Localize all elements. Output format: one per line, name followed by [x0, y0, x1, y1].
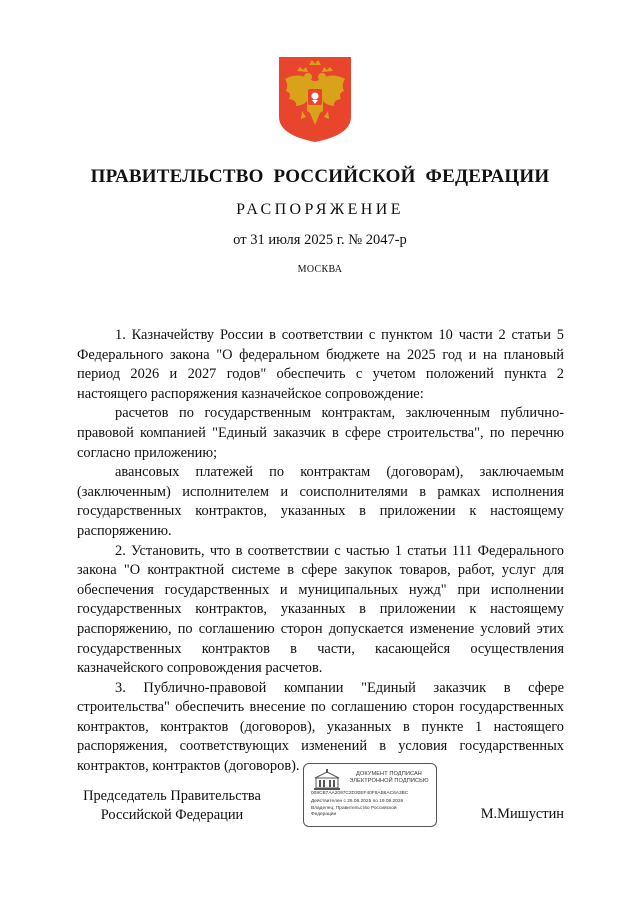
signer-position-line-2: Российской Федерации: [100, 807, 244, 823]
paragraph-1-item-2: авансовых платежей по контрактам (договорам), заключаемым (заключенным) исполнителем и соисполнителями в рамках исполнения государственных контрактов, указанных в приложении к настоящему распоряжению.: [77, 464, 564, 539]
stamp-validity: Действителен с 26.06.2025 по 19.09.2026: [311, 799, 404, 804]
stamp-certificate-number: 008CB7AA2097C2D30EF40F8AB6AC6A3BC: [311, 791, 409, 796]
stamp-owner-line-1: Владелец: Правительство Российской: [311, 806, 397, 811]
paragraph-3: 3. Публично-правовой компании "Единый заказчик в сфере строительства" обеспечить внесение по соглашению сторон государственных контрактов, контрактов (договоров), указанных в пункте 1 настоящего распоряжения, соответствующих изменений в условия государственных контрактов, контрактов (договоров).: [77, 679, 564, 775]
signer-name: М.Мишустин: [480, 806, 564, 822]
document-city: МОСКВА: [297, 264, 343, 275]
paragraph-2: 2. Установить, что в соответствии с частью 1 статьи 111 Федерального закона "О контрактной системе в сфере закупок товаров, работ, услуг для обеспечения государственных и муниципальных нужд" при исполнении государственных контрактов, указанных в приложении к настоящему распоряжению, по соглашению сторон допускается изменение условий этих государственных контрактов в части, касающейся осуществления казначейского сопровождения расчетов.: [77, 542, 564, 677]
paragraph-1: 1. Казначейству России в соответствии с пунктом 10 части 2 статьи 5 Федерального закона "О федеральном бюджете на 2025 год и на плановый период 2026 и 2027 годов" обеспечить с учетом положений пункта 2 настоящего распоряжения казначейское сопровождение:: [77, 327, 564, 402]
government-title: ПРАВИТЕЛЬСТВО РОССИЙСКОЙ ФЕДЕРАЦИИ: [90, 166, 550, 187]
stamp-owner-line-2: Федерации: [311, 812, 337, 817]
signer-position-line-1: Председатель Правительства: [83, 788, 261, 804]
signer-position: [77, 787, 267, 825]
electronic-signature-stamp: [303, 763, 437, 827]
paragraph-1-item-1: расчетов по государственным контрактам, заключенным публично-правовой компанией "Единый заказчик в сфере строительства", по перечню согласно приложению;: [77, 405, 564, 461]
document-date-number: от 31 июля 2025 г. № 2047-р: [233, 232, 407, 248]
stamp-title: ДОКУМЕНТ ПОДПИСАН ЭЛЕКТРОННОЙ ПОДПИСЬЮ: [349, 771, 429, 784]
document-type: РАСПОРЯЖЕНИЕ: [236, 201, 404, 218]
document-body: [77, 326, 564, 777]
russian-coat-of-arms-icon: [277, 55, 353, 144]
government-building-icon: [312, 769, 342, 791]
